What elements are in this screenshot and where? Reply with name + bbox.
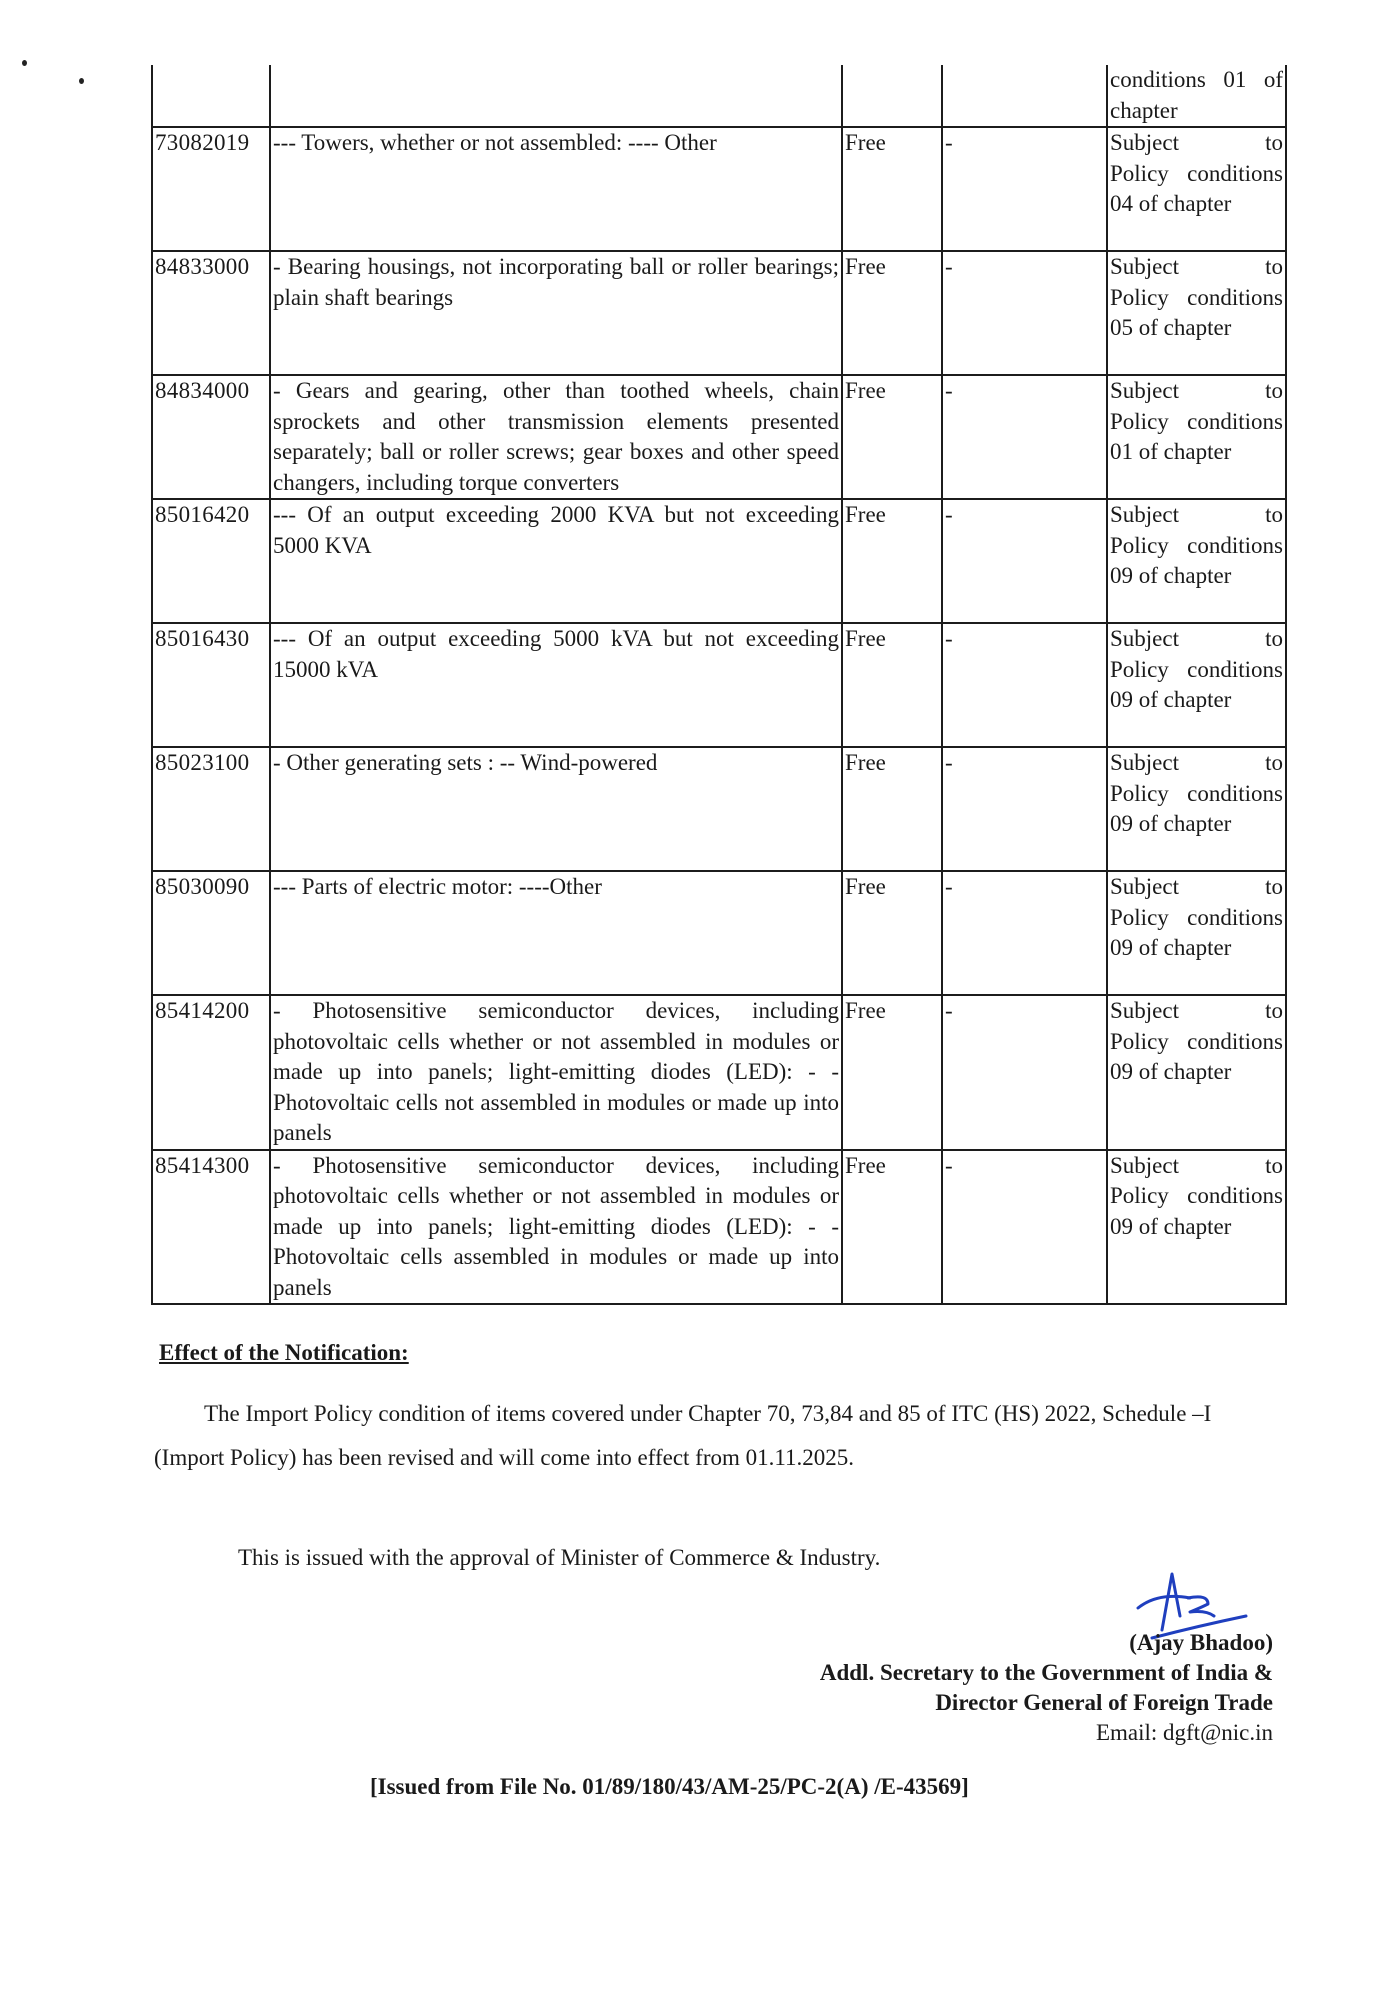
cell-policy: Free	[845, 998, 886, 1023]
cell-condition: -	[945, 998, 953, 1023]
cell-pc-rest: Policy conditions 09 of chapter	[1110, 904, 1283, 960]
scan-speck	[22, 60, 27, 66]
table-row	[152, 747, 1286, 871]
cell-pc-line1-a: Subject	[1110, 1152, 1179, 1178]
cell-policy	[842, 375, 942, 499]
cell-policy: Free	[845, 378, 886, 403]
cell-pc-rest: Policy conditions 01 of chapter	[1110, 408, 1283, 464]
cell-policy-condition	[1107, 375, 1286, 499]
cell-condition	[942, 127, 1107, 251]
cell-pc-line1-b: to	[1265, 254, 1283, 279]
cell-policy	[842, 65, 942, 127]
cell-description: --- Of an output exceeding 5000 kVA but not exceeding 15000 kVA	[273, 626, 839, 682]
cell-condition: -	[945, 750, 953, 775]
cell-policy	[842, 499, 942, 623]
cell-condition	[942, 747, 1107, 871]
signatory-title-1: Addl. Secretary to the Government of India &	[819, 1660, 1273, 1685]
cell-pc-line1-a: Subject	[1110, 378, 1179, 403]
cell-code: 73082019	[155, 130, 250, 155]
cell-description	[270, 375, 842, 499]
cell-condition: -	[945, 254, 953, 279]
table-row	[152, 995, 1286, 1150]
cell-policy	[842, 1150, 942, 1305]
effect-paragraph	[154, 1392, 1278, 1480]
cell-description: - Bearing housings, not incorporating ball or roller bearings; plain shaft bearings	[273, 254, 839, 310]
cell-description: - Other generating sets : -- Wind-powered	[273, 750, 658, 775]
cell-code	[152, 65, 270, 127]
cell-code: 85023100	[155, 750, 250, 775]
cell-condition	[942, 995, 1107, 1150]
cell-policy-condition	[1107, 995, 1286, 1150]
cell-policy-condition	[1107, 871, 1286, 995]
cell-condition: -	[945, 130, 953, 155]
cell-policy	[842, 127, 942, 251]
cell-description	[270, 995, 842, 1150]
signatory-block	[820, 1628, 1273, 1748]
cell-condition: -	[945, 378, 953, 403]
cell-pc-line1-b: to	[1265, 750, 1283, 775]
cell-policy-condition	[1107, 1150, 1286, 1305]
cell-condition	[942, 65, 1107, 127]
cell-code: 84833000	[155, 254, 250, 279]
cell-pc-rest: Policy conditions 09 of chapter	[1110, 532, 1283, 588]
cell-pc-line1-a: Subject	[1110, 998, 1179, 1023]
cell-policy-condition: conditions 01 of chapter	[1107, 65, 1286, 127]
cell-condition	[942, 623, 1107, 747]
cell-description: - Photosensitive semiconductor devices, including photovoltaic cells whether or not assembled in modules or made up into panels; light-emitting diodes (LED): - - Photovoltaic cells assembled in modules or made up into panels	[273, 1152, 839, 1300]
cell-policy	[842, 871, 942, 995]
cell-description: --- Of an output exceeding 2000 KVA but not exceeding 5000 KVA	[273, 502, 839, 558]
cell-pc-line1-a: Subject	[1110, 626, 1179, 651]
cell-policy: Free	[845, 1152, 886, 1178]
cell-description	[270, 1150, 842, 1305]
cell-code: 85030090	[155, 874, 250, 899]
cell-code	[152, 251, 270, 375]
table-row	[152, 1150, 1286, 1305]
cell-pc-line1-b: to	[1265, 502, 1283, 527]
scan-speck	[79, 78, 84, 84]
cell-description	[270, 127, 842, 251]
effect-paragraph-text: The Import Policy condition of items covered under Chapter 70, 73,84 and 85 of ITC (HS) 2022, Schedule –I (Import Policy) has been revised and will come into effect from 01.11.2025.	[154, 1401, 1212, 1470]
cell-code: 85414200	[155, 998, 250, 1023]
cell-pc-line1-b: to	[1265, 1152, 1283, 1178]
cell-pc-line1-a: Subject	[1110, 502, 1179, 527]
cell-pc-line1-a: Subject	[1110, 750, 1179, 775]
cell-policy-condition	[1107, 251, 1286, 375]
cell-policy-condition	[1107, 499, 1286, 623]
cell-description: - Gears and gearing, other than toothed wheels, chain sprockets and other transmission elements presented separately; ball or roller screws; gear boxes and other speed changers, including torque converters	[273, 378, 839, 495]
cell-policy: Free	[845, 502, 886, 527]
cell-description	[270, 747, 842, 871]
cell-pc-rest: Policy conditions 09 of chapter	[1110, 656, 1283, 712]
table-row	[152, 127, 1286, 251]
table-row	[152, 499, 1286, 623]
cell-description: - Photosensitive semiconductor devices, including photovoltaic cells whether or not assembled in modules or made up into panels; light-emitting diodes (LED): - - Photovoltaic cells not assembled in modules or made up into panels	[273, 998, 839, 1145]
file-reference: [Issued from File No. 01/89/180/43/AM-25/PC-2(A) /E-43569]	[370, 1774, 969, 1799]
cell-code	[152, 1150, 270, 1305]
cell-code	[152, 871, 270, 995]
cell-pc-rest: Policy conditions 09 of chapter	[1110, 780, 1283, 836]
cell-condition	[942, 871, 1107, 995]
cell-description: --- Towers, whether or not assembled: ---- Other	[273, 130, 717, 155]
table-row-continued	[152, 65, 1286, 127]
cell-description: --- Parts of electric motor: ----Other	[273, 874, 602, 899]
cell-pc-line1-b: to	[1265, 130, 1283, 155]
cell-condition: -	[945, 874, 953, 899]
table-row	[152, 375, 1286, 499]
cell-code: 85414300	[155, 1152, 250, 1178]
import-policy-table	[151, 65, 1287, 1305]
cell-condition	[942, 251, 1107, 375]
cell-pc-line1-b: to	[1265, 378, 1283, 403]
cell-code: 84834000	[155, 378, 250, 403]
cell-pc-rest: Policy conditions 09 of chapter	[1110, 1028, 1283, 1084]
cell-policy	[842, 995, 942, 1150]
signatory-email: Email: dgft@nic.in	[1095, 1720, 1273, 1745]
cell-pc-line1-a: Subject	[1110, 874, 1179, 899]
cell-condition	[942, 499, 1107, 623]
cell-pc-rest: Policy conditions 05 of chapter	[1110, 284, 1283, 340]
cell-pc-line1-b: to	[1265, 874, 1283, 899]
cell-condition: -	[945, 502, 953, 527]
cell-code	[152, 127, 270, 251]
signatory-title-2: Director General of Foreign Trade	[935, 1690, 1273, 1715]
cell-description	[270, 871, 842, 995]
cell-pc-line1-b: to	[1265, 998, 1283, 1023]
cell-policy-condition	[1107, 623, 1286, 747]
cell-pc-rest: Policy conditions 04 of chapter	[1110, 160, 1283, 216]
signatory-name: (Ajay Bhadoo)	[1129, 1630, 1273, 1655]
cell-policy: Free	[845, 130, 886, 155]
cell-policy	[842, 251, 942, 375]
cell-policy: Free	[845, 750, 886, 775]
cell-code	[152, 623, 270, 747]
cell-code	[152, 747, 270, 871]
cell-condition	[942, 1150, 1107, 1305]
effect-heading: Effect of the Notification:	[159, 1340, 409, 1365]
cell-description	[270, 65, 842, 127]
cell-code	[152, 499, 270, 623]
cell-condition	[942, 375, 1107, 499]
cell-description	[270, 499, 842, 623]
approval-statement: This is issued with the approval of Minister of Commerce & Industry.	[238, 1545, 881, 1570]
cell-policy-condition	[1107, 127, 1286, 251]
cell-code	[152, 995, 270, 1150]
cell-pc-rest: Policy conditions 09 of chapter	[1110, 1183, 1283, 1239]
cell-policy-condition	[1107, 747, 1286, 871]
cell-description	[270, 251, 842, 375]
cell-code	[152, 375, 270, 499]
cell-code: 85016420	[155, 502, 250, 527]
table-row	[152, 623, 1286, 747]
cell-condition: -	[945, 1152, 953, 1178]
cell-policy	[842, 747, 942, 871]
cell-policy	[842, 623, 942, 747]
cell-pc-line1-a: Subject	[1110, 130, 1179, 155]
cell-pc-line1-b: to	[1265, 626, 1283, 651]
cell-policy: Free	[845, 626, 886, 651]
cell-policy: Free	[845, 874, 886, 899]
cell-description	[270, 623, 842, 747]
cell-code: 85016430	[155, 626, 250, 651]
cell-pc-line1-a: Subject	[1110, 254, 1179, 279]
cell-condition: -	[945, 626, 953, 651]
table-row	[152, 871, 1286, 995]
table-row	[152, 251, 1286, 375]
cell-policy: Free	[845, 254, 886, 279]
